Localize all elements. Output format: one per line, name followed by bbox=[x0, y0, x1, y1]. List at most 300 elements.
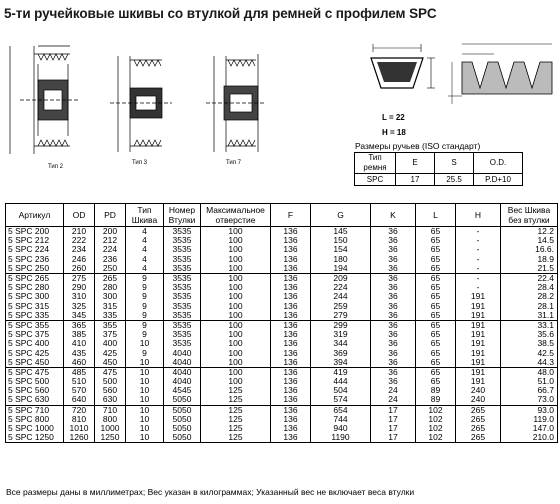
table-cell: 419 bbox=[311, 367, 371, 377]
table-cell: 65 bbox=[416, 245, 456, 254]
column-header: Артикул bbox=[6, 204, 64, 227]
pulley-drawings bbox=[0, 34, 300, 184]
table-cell: 136 bbox=[271, 264, 311, 274]
table-body bbox=[6, 227, 558, 443]
table-cell: 100 bbox=[201, 311, 271, 321]
table-cell: 10 bbox=[126, 339, 164, 348]
table-cell: 3535 bbox=[164, 227, 201, 237]
column-header: F bbox=[271, 204, 311, 227]
table-cell: 4040 bbox=[164, 367, 201, 377]
table-cell: 4040 bbox=[164, 348, 201, 357]
table-cell: 65 bbox=[416, 264, 456, 274]
table-cell: 475 bbox=[95, 367, 126, 377]
table-cell: 222 bbox=[64, 236, 95, 245]
article-cell: 5 SPC 212 bbox=[6, 236, 64, 245]
table-cell: 102 bbox=[416, 433, 456, 443]
table-cell: 1250 bbox=[95, 433, 126, 443]
column-header: Максимальное отверстие bbox=[201, 204, 271, 227]
page-title: 5-ти ручейковые шкивы со втулкой для ремней с профилем SPC bbox=[4, 6, 437, 21]
table-cell: 65 bbox=[416, 227, 456, 237]
table-cell: 3535 bbox=[164, 311, 201, 321]
article-cell: 5 SPC 1000 bbox=[6, 424, 64, 433]
table-cell: 5050 bbox=[164, 433, 201, 443]
table-cell: 136 bbox=[271, 292, 311, 301]
table-cell: 260 bbox=[64, 264, 95, 274]
table-cell: 36 bbox=[371, 283, 416, 292]
table-cell: 65 bbox=[416, 367, 456, 377]
iso-cell: P.D+10 bbox=[474, 174, 523, 186]
table-cell: 136 bbox=[271, 283, 311, 292]
table-cell: 10 bbox=[126, 424, 164, 433]
table-cell: 125 bbox=[201, 433, 271, 443]
table-cell: 191 bbox=[456, 339, 501, 348]
iso-cell: SPC bbox=[355, 174, 396, 186]
table-cell: 21.5 bbox=[501, 264, 558, 274]
table-cell: 36 bbox=[371, 264, 416, 274]
table-cell: 28.2 bbox=[501, 292, 558, 301]
table-cell: 640 bbox=[64, 395, 95, 405]
table-cell: 65 bbox=[416, 320, 456, 330]
table-cell: 250 bbox=[95, 264, 126, 274]
table-cell: 1000 bbox=[95, 424, 126, 433]
table-cell: 385 bbox=[64, 330, 95, 339]
table-cell: 100 bbox=[201, 227, 271, 237]
table-cell: 4 bbox=[126, 255, 164, 264]
table-cell: 400 bbox=[95, 339, 126, 348]
table-cell: 299 bbox=[311, 320, 371, 330]
table-cell: 100 bbox=[201, 377, 271, 386]
table-cell: 150 bbox=[311, 236, 371, 245]
table-cell: 136 bbox=[271, 339, 311, 348]
table-cell: 136 bbox=[271, 320, 311, 330]
table-cell: 369 bbox=[311, 348, 371, 357]
table-cell: 10 bbox=[126, 405, 164, 415]
table-cell: 65 bbox=[416, 330, 456, 339]
table-cell: 265 bbox=[95, 273, 126, 283]
article-cell: 5 SPC 315 bbox=[6, 302, 64, 311]
table-cell: 5050 bbox=[164, 405, 201, 415]
table-cell: 500 bbox=[95, 377, 126, 386]
table-cell: 65 bbox=[416, 273, 456, 283]
table-cell: 191 bbox=[456, 377, 501, 386]
table-cell: 9 bbox=[126, 330, 164, 339]
table-cell: 102 bbox=[416, 405, 456, 415]
table-cell: 344 bbox=[311, 339, 371, 348]
table-cell: 100 bbox=[201, 236, 271, 245]
table-cell: 102 bbox=[416, 415, 456, 424]
table-cell: 5050 bbox=[164, 395, 201, 405]
table-cell: 28.1 bbox=[501, 302, 558, 311]
table-cell: 200 bbox=[95, 227, 126, 237]
table-cell: 65 bbox=[416, 255, 456, 264]
table-cell: 394 bbox=[311, 358, 371, 368]
table-cell: 319 bbox=[311, 330, 371, 339]
table-cell: 191 bbox=[456, 311, 501, 321]
table-cell: 36 bbox=[371, 311, 416, 321]
iso-header-od: O.D. bbox=[474, 153, 523, 174]
table-cell: 17 bbox=[371, 433, 416, 443]
article-cell: 5 SPC 425 bbox=[6, 348, 64, 357]
table-cell: 244 bbox=[311, 292, 371, 301]
table-cell: - bbox=[456, 283, 501, 292]
table-cell: 48.0 bbox=[501, 367, 558, 377]
article-cell: 5 SPC 355 bbox=[6, 320, 64, 330]
pulley-spec-table bbox=[5, 203, 558, 443]
column-header: PD bbox=[95, 204, 126, 227]
table-cell: 9 bbox=[126, 320, 164, 330]
drawing-label-3: Тип 7 bbox=[226, 160, 242, 166]
table-cell: 125 bbox=[201, 415, 271, 424]
table-cell: 136 bbox=[271, 255, 311, 264]
table-cell: 147.0 bbox=[501, 424, 558, 433]
table-cell: 10 bbox=[126, 358, 164, 368]
table-cell: 66.7 bbox=[501, 386, 558, 395]
table-cell: 4 bbox=[126, 264, 164, 274]
table-cell: 3535 bbox=[164, 330, 201, 339]
pulley-drawing-type-7 bbox=[206, 54, 266, 166]
table-cell: 10 bbox=[126, 386, 164, 395]
table-cell: 265 bbox=[456, 424, 501, 433]
table-header-row bbox=[6, 204, 558, 227]
table-cell: 44.3 bbox=[501, 358, 558, 368]
table-cell: - bbox=[456, 227, 501, 237]
table-cell: 36 bbox=[371, 377, 416, 386]
table-cell: 210 bbox=[64, 227, 95, 237]
table-cell: 136 bbox=[271, 273, 311, 283]
table-cell: 9 bbox=[126, 348, 164, 357]
table-cell: 315 bbox=[95, 302, 126, 311]
table-cell: 89 bbox=[416, 386, 456, 395]
table-cell: 560 bbox=[95, 386, 126, 395]
article-cell: 5 SPC 200 bbox=[6, 227, 64, 237]
pulley-drawing-type-2 bbox=[10, 46, 80, 170]
table-cell: 310 bbox=[64, 292, 95, 301]
table-cell: 3535 bbox=[164, 283, 201, 292]
table-cell: - bbox=[456, 273, 501, 283]
table-cell: 275 bbox=[64, 273, 95, 283]
table-cell: 31.1 bbox=[501, 311, 558, 321]
table-cell: 570 bbox=[64, 386, 95, 395]
table-cell: 24 bbox=[371, 395, 416, 405]
article-cell: 5 SPC 236 bbox=[6, 255, 64, 264]
table-cell: 65 bbox=[416, 377, 456, 386]
table-cell: 136 bbox=[271, 433, 311, 443]
table-cell: 210.0 bbox=[501, 433, 558, 443]
table-cell: 136 bbox=[271, 415, 311, 424]
table-cell: 504 bbox=[311, 386, 371, 395]
table-cell: 191 bbox=[456, 302, 501, 311]
table-cell: 100 bbox=[201, 348, 271, 357]
table-cell: 265 bbox=[456, 415, 501, 424]
table-cell: 42.5 bbox=[501, 348, 558, 357]
table-cell: 36 bbox=[371, 367, 416, 377]
table-cell: 136 bbox=[271, 386, 311, 395]
column-header: H bbox=[456, 204, 501, 227]
column-header: L bbox=[416, 204, 456, 227]
table-cell: 800 bbox=[95, 415, 126, 424]
article-cell: 5 SPC 450 bbox=[6, 358, 64, 368]
article-cell: 5 SPC 800 bbox=[6, 415, 64, 424]
table-cell: 145 bbox=[311, 227, 371, 237]
table-cell: 191 bbox=[456, 292, 501, 301]
table-cell: 744 bbox=[311, 415, 371, 424]
table-cell: 35.6 bbox=[501, 330, 558, 339]
table-cell: 9 bbox=[126, 283, 164, 292]
table-cell: 100 bbox=[201, 339, 271, 348]
table-cell: - bbox=[456, 236, 501, 245]
iso-cell: 25.5 bbox=[435, 174, 474, 186]
table-row bbox=[6, 273, 558, 283]
table-cell: 180 bbox=[311, 255, 371, 264]
table-cell: 100 bbox=[201, 255, 271, 264]
profile-l-value: L = 22 bbox=[382, 113, 405, 122]
table-cell: 136 bbox=[271, 227, 311, 237]
table-cell: 10 bbox=[126, 415, 164, 424]
table-cell: 5050 bbox=[164, 424, 201, 433]
table-cell: 154 bbox=[311, 245, 371, 254]
table-cell: 102 bbox=[416, 424, 456, 433]
table-cell: 36 bbox=[371, 320, 416, 330]
table-cell: 100 bbox=[201, 302, 271, 311]
table-cell: 36 bbox=[371, 358, 416, 368]
article-cell: 5 SPC 335 bbox=[6, 311, 64, 321]
iso-table-title: Размеры ручьев (ISO стандарт) bbox=[355, 141, 481, 151]
table-cell: 240 bbox=[456, 386, 501, 395]
table-cell: 65 bbox=[416, 358, 456, 368]
table-row bbox=[6, 236, 558, 245]
table-cell: 425 bbox=[95, 348, 126, 357]
table-cell: 17 bbox=[371, 415, 416, 424]
article-cell: 5 SPC 250 bbox=[6, 264, 64, 274]
table-cell: 17 bbox=[371, 424, 416, 433]
table-cell: 136 bbox=[271, 367, 311, 377]
article-cell: 5 SPC 400 bbox=[6, 339, 64, 348]
table-cell: 136 bbox=[271, 302, 311, 311]
table-cell: 9 bbox=[126, 311, 164, 321]
table-cell: 236 bbox=[95, 255, 126, 264]
drawing-label-1: Тип 2 bbox=[48, 164, 64, 170]
table-cell: 36 bbox=[371, 330, 416, 339]
table-cell: 3535 bbox=[164, 320, 201, 330]
table-cell: 65 bbox=[416, 292, 456, 301]
table-cell: 36 bbox=[371, 302, 416, 311]
article-cell: 5 SPC 300 bbox=[6, 292, 64, 301]
table-cell: 136 bbox=[271, 377, 311, 386]
table-cell: 191 bbox=[456, 330, 501, 339]
table-cell: - bbox=[456, 255, 501, 264]
table-row bbox=[6, 311, 558, 321]
table-cell: 246 bbox=[64, 255, 95, 264]
column-header: Вес Шкива без втулки bbox=[501, 204, 558, 227]
table-cell: 485 bbox=[64, 367, 95, 377]
table-cell: 100 bbox=[201, 283, 271, 292]
table-cell: 125 bbox=[201, 424, 271, 433]
table-cell: 191 bbox=[456, 367, 501, 377]
table-cell: 4 bbox=[126, 236, 164, 245]
table-cell: 410 bbox=[64, 339, 95, 348]
table-cell: 100 bbox=[201, 320, 271, 330]
table-cell: 100 bbox=[201, 292, 271, 301]
table-cell: 265 bbox=[456, 405, 501, 415]
table-cell: 36 bbox=[371, 255, 416, 264]
table-cell: 10 bbox=[126, 367, 164, 377]
table-cell: 3535 bbox=[164, 264, 201, 274]
iso-cell: 17 bbox=[396, 174, 435, 186]
article-cell: 5 SPC 224 bbox=[6, 245, 64, 254]
table-cell: 224 bbox=[311, 283, 371, 292]
table-cell: 279 bbox=[311, 311, 371, 321]
table-row bbox=[6, 264, 558, 274]
footer-note: Все размеры даны в миллиметрах; Вес указан в килограммах; Указанный вес не включает веса втулки bbox=[6, 487, 415, 497]
table-row bbox=[6, 358, 558, 368]
table-cell: 100 bbox=[201, 245, 271, 254]
table-cell: 136 bbox=[271, 405, 311, 415]
table-cell: 240 bbox=[456, 395, 501, 405]
table-cell: 460 bbox=[64, 358, 95, 368]
column-header: G bbox=[311, 204, 371, 227]
table-cell: 136 bbox=[271, 348, 311, 357]
table-cell: 355 bbox=[95, 320, 126, 330]
table-cell: 65 bbox=[416, 236, 456, 245]
column-header: K bbox=[371, 204, 416, 227]
table-cell: 14.5 bbox=[501, 236, 558, 245]
article-cell: 5 SPC 560 bbox=[6, 386, 64, 395]
table-cell: 345 bbox=[64, 311, 95, 321]
table-cell: 18.9 bbox=[501, 255, 558, 264]
table-cell: 136 bbox=[271, 311, 311, 321]
groove-profile-drawing bbox=[448, 38, 558, 110]
table-cell: 100 bbox=[201, 367, 271, 377]
table-cell: 36 bbox=[371, 245, 416, 254]
table-cell: 4 bbox=[126, 245, 164, 254]
table-cell: 940 bbox=[311, 424, 371, 433]
table-cell: 100 bbox=[201, 358, 271, 368]
table-cell: 3535 bbox=[164, 245, 201, 254]
table-cell: 444 bbox=[311, 377, 371, 386]
table-cell: 16.6. bbox=[501, 245, 558, 254]
article-cell: 5 SPC 265 bbox=[6, 273, 64, 283]
table-cell: 3535 bbox=[164, 236, 201, 245]
table-cell: 65 bbox=[416, 283, 456, 292]
belt-profile-drawing bbox=[355, 40, 445, 140]
table-cell: 3535 bbox=[164, 339, 201, 348]
table-cell: 9 bbox=[126, 273, 164, 283]
table-cell: 191 bbox=[456, 348, 501, 357]
table-cell: 33.1 bbox=[501, 320, 558, 330]
table-cell: 510 bbox=[64, 377, 95, 386]
table-cell: 191 bbox=[456, 320, 501, 330]
table-cell: 375 bbox=[95, 330, 126, 339]
table-cell: 89 bbox=[416, 395, 456, 405]
table-cell: 1010 bbox=[64, 424, 95, 433]
article-cell: 5 SPC 1250 bbox=[6, 433, 64, 443]
table-cell: 125 bbox=[201, 405, 271, 415]
table-cell: 100 bbox=[201, 264, 271, 274]
pulley-drawing-type-3 bbox=[110, 56, 172, 166]
table-cell: 22.4 bbox=[501, 273, 558, 283]
column-header: Тип Шкива bbox=[126, 204, 164, 227]
table-cell: 450 bbox=[95, 358, 126, 368]
table-cell: 630 bbox=[95, 395, 126, 405]
table-cell: 3535 bbox=[164, 302, 201, 311]
profile-h-value: H = 18 bbox=[382, 128, 406, 137]
table-cell: 300 bbox=[95, 292, 126, 301]
table-cell: 24 bbox=[371, 386, 416, 395]
article-cell: 5 SPC 375 bbox=[6, 330, 64, 339]
table-cell: 38.5 bbox=[501, 339, 558, 348]
table-cell: 65 bbox=[416, 339, 456, 348]
table-row bbox=[6, 395, 558, 405]
table-cell: 9 bbox=[126, 292, 164, 301]
table-cell: 194 bbox=[311, 264, 371, 274]
table-cell: 36 bbox=[371, 273, 416, 283]
table-cell: 10 bbox=[126, 395, 164, 405]
table-cell: 136 bbox=[271, 424, 311, 433]
table-cell: 335 bbox=[95, 311, 126, 321]
table-cell: 17 bbox=[371, 405, 416, 415]
table-cell: 654 bbox=[311, 405, 371, 415]
table-cell: 265 bbox=[456, 433, 501, 443]
table-cell: 136 bbox=[271, 245, 311, 254]
table-cell: 36 bbox=[371, 348, 416, 357]
table-cell: 810 bbox=[64, 415, 95, 424]
article-cell: 5 SPC 710 bbox=[6, 405, 64, 415]
table-cell: 574 bbox=[311, 395, 371, 405]
table-cell: 136 bbox=[271, 330, 311, 339]
table-cell: 100 bbox=[201, 330, 271, 339]
table-cell: 125 bbox=[201, 386, 271, 395]
iso-groove-table bbox=[354, 152, 523, 186]
table-cell: 51.0 bbox=[501, 377, 558, 386]
table-cell: 212 bbox=[95, 236, 126, 245]
article-cell: 5 SPC 475 bbox=[6, 367, 64, 377]
table-cell: 4040 bbox=[164, 358, 201, 368]
table-cell: 10 bbox=[126, 433, 164, 443]
table-cell: 191 bbox=[456, 358, 501, 368]
table-cell: 5050 bbox=[164, 415, 201, 424]
table-cell: 224 bbox=[95, 245, 126, 254]
table-cell: 10 bbox=[126, 377, 164, 386]
table-cell: 125 bbox=[201, 395, 271, 405]
iso-header-e: E bbox=[396, 153, 435, 174]
table-cell: - bbox=[456, 264, 501, 274]
table-cell: 36 bbox=[371, 339, 416, 348]
table-row bbox=[6, 433, 558, 443]
column-header: Номер Втулки bbox=[164, 204, 201, 227]
table-cell: 325 bbox=[64, 302, 95, 311]
table-cell: 234 bbox=[64, 245, 95, 254]
table-cell: 3535 bbox=[164, 255, 201, 264]
table-cell: 100 bbox=[201, 273, 271, 283]
iso-header-belt-type: Тип ремня bbox=[355, 153, 396, 174]
table-cell: 365 bbox=[64, 320, 95, 330]
iso-header-s: S bbox=[435, 153, 474, 174]
table-cell: 119.0 bbox=[501, 415, 558, 424]
table-cell: 65 bbox=[416, 302, 456, 311]
table-row bbox=[6, 227, 558, 237]
table-cell: 259 bbox=[311, 302, 371, 311]
table-cell: - bbox=[456, 245, 501, 254]
table-cell: 720 bbox=[64, 405, 95, 415]
table-cell: 1260 bbox=[64, 433, 95, 443]
table-cell: 710 bbox=[95, 405, 126, 415]
table-cell: 136 bbox=[271, 236, 311, 245]
table-cell: 4545 bbox=[164, 386, 201, 395]
table-cell: 36 bbox=[371, 236, 416, 245]
table-cell: 136 bbox=[271, 358, 311, 368]
article-cell: 5 SPC 280 bbox=[6, 283, 64, 292]
table-cell: 280 bbox=[95, 283, 126, 292]
